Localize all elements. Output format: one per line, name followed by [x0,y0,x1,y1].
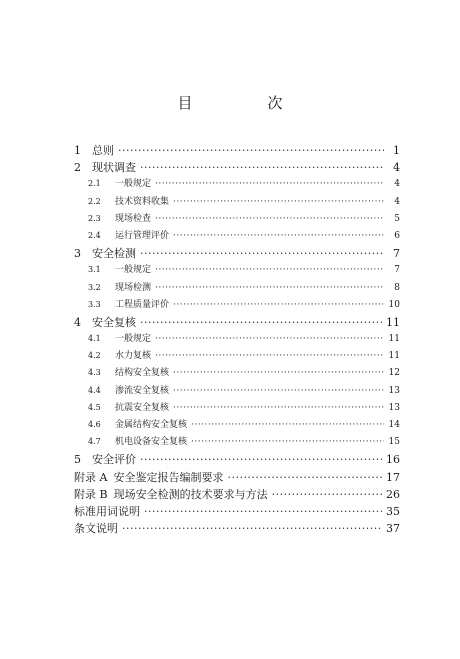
toc-entry-title: 安全检测 [92,247,136,261]
toc-entry[interactable] [74,176,400,193]
table-of-contents [74,142,400,537]
toc-entry-page: 10 [388,299,400,310]
toc-entry-number: 2 [74,161,81,175]
toc-entry-title: 一般规定 [115,334,152,345]
toc-entry-title: 现场检查 [115,213,152,224]
page-title: 目 次 [177,94,313,112]
toc-entry-number: 3.2 [88,282,101,292]
toc-dot-leader [155,265,384,275]
toc-dot-leader [155,351,384,361]
toc-entry[interactable] [74,194,400,211]
toc-entry[interactable] [74,383,400,400]
toc-entry-title: 安全评价 [92,453,136,467]
toc-dot-leader [140,453,382,466]
toc-dot-leader [173,403,384,413]
toc-dot-leader [118,144,384,157]
toc-entry-title: 技术资料收集 [115,196,170,207]
toc-entry-page: 7 [393,247,400,261]
toc-entry-title: 渗流安全复核 [115,385,170,396]
toc-entry-page: 16 [386,453,400,467]
toc-dot-leader [140,161,384,174]
toc-entry-title: 安全复核 [92,315,136,329]
toc-entry-number: 4.2 [88,351,101,361]
toc-entry-page: 11 [388,351,400,362]
toc-entry-page: 17 [386,470,400,484]
toc-entry-number: 1 [74,144,81,157]
toc-entry-page: 5 [394,213,400,224]
toc-entry-title: 一般规定 [115,265,152,276]
toc-entry-title: 一般规定 [115,179,152,190]
toc-dot-leader [191,420,384,430]
toc-dot-leader [155,214,384,224]
toc-entry-title: 现场安全检测的技术要求与方法 [113,487,268,501]
toc-entry-page: 35 [386,504,400,518]
toc-entry-title: 金属结构安全复核 [115,420,188,430]
toc-entry-page: 37 [386,522,400,536]
toc-entry[interactable] [74,142,400,159]
toc-entry-number: 2.2 [88,196,101,206]
toc-entry[interactable] [74,486,400,503]
toc-entry[interactable] [74,262,400,279]
toc-dot-leader [122,522,382,535]
toc-dot-leader [191,437,384,447]
toc-entry-title: 标准用词说明 [74,504,140,518]
toc-entry-page: 13 [388,402,400,413]
toc-entry-title: 总则 [92,144,114,157]
toc-entry-title: 条文说明 [74,522,118,536]
toc-entry-title: 抗震安全复核 [115,402,170,413]
toc-entry-number: 4.7 [88,437,101,447]
toc-dot-leader [140,247,384,260]
toc-entry-number: 附录 A [74,470,108,484]
toc-entry-number: 4.1 [88,334,101,344]
toc-entry[interactable] [74,331,400,348]
toc-entry-page: 15 [388,437,400,448]
toc-entry[interactable] [74,365,400,382]
toc-dot-leader [173,386,384,396]
toc-entry-number: 3 [74,247,81,261]
toc-entry-page: 12 [388,368,400,379]
toc-entry-number: 4.3 [88,368,101,378]
toc-entry[interactable] [74,159,400,176]
toc-entry[interactable] [74,314,400,331]
toc-entry[interactable] [74,297,400,314]
toc-entry-page: 1 [393,144,400,157]
toc-entry-number: 4.6 [88,420,101,429]
toc-dot-leader [173,231,384,241]
toc-entry-title: 工程质量评价 [115,299,170,310]
toc-entry-page: 4 [393,161,400,175]
toc-entry-page: 26 [386,487,400,501]
toc-entry-page: 13 [388,385,400,396]
toc-dot-leader [173,300,384,310]
toc-dot-leader [144,505,382,518]
toc-entry[interactable] [74,280,400,297]
toc-entry[interactable] [74,503,400,520]
toc-entry-page: 4 [394,196,400,207]
toc-entry-number: 2.4 [88,230,101,240]
toc-entry[interactable] [74,434,400,451]
toc-entry-page: 14 [388,420,400,430]
toc-dot-leader [227,471,382,484]
toc-entry-title: 结构安全复核 [115,368,170,379]
toc-entry[interactable] [74,417,400,434]
toc-entry-page: 6 [394,230,400,241]
toc-entry-page: 11 [386,315,400,329]
toc-entry-title: 安全鉴定报告编制要求 [113,470,224,484]
toc-entry-number: 2.3 [88,213,101,223]
toc-entry-page: 8 [394,282,400,293]
toc-entry-title: 水力复核 [115,351,152,362]
toc-entry[interactable] [74,400,400,417]
toc-entry[interactable] [74,451,400,468]
toc-entry[interactable] [74,228,400,245]
toc-entry-number: 4 [74,315,81,329]
toc-entry-title: 现状调查 [92,161,136,175]
toc-dot-leader [272,488,382,501]
toc-entry-number: 4.5 [88,402,101,412]
toc-entry-page: 4 [394,179,400,190]
toc-dot-leader [155,179,384,189]
toc-entry[interactable] [74,469,400,486]
toc-entry[interactable] [74,520,400,537]
toc-entry-page: 11 [388,334,400,345]
toc-entry-number: 附录 B [74,487,108,501]
toc-entry-number: 2.1 [88,179,101,189]
toc-dot-leader [155,283,384,293]
toc-entry[interactable] [74,245,400,262]
toc-entry[interactable] [74,348,400,365]
toc-entry-number: 5 [74,453,81,467]
toc-entry-title: 机电设备安全复核 [115,437,188,448]
toc-dot-leader [155,334,384,344]
toc-entry-title: 现场检测 [115,282,152,293]
toc-entry-number: 3.1 [88,265,101,275]
toc-entry-title: 运行管理评价 [115,230,170,241]
toc-entry-number: 3.3 [88,299,101,309]
toc-entry-number: 4.4 [88,385,101,395]
toc-dot-leader [140,316,382,329]
toc-dot-leader [173,368,384,378]
toc-entry[interactable] [74,211,400,228]
toc-dot-leader [173,197,384,207]
toc-entry-page: 7 [394,265,400,276]
